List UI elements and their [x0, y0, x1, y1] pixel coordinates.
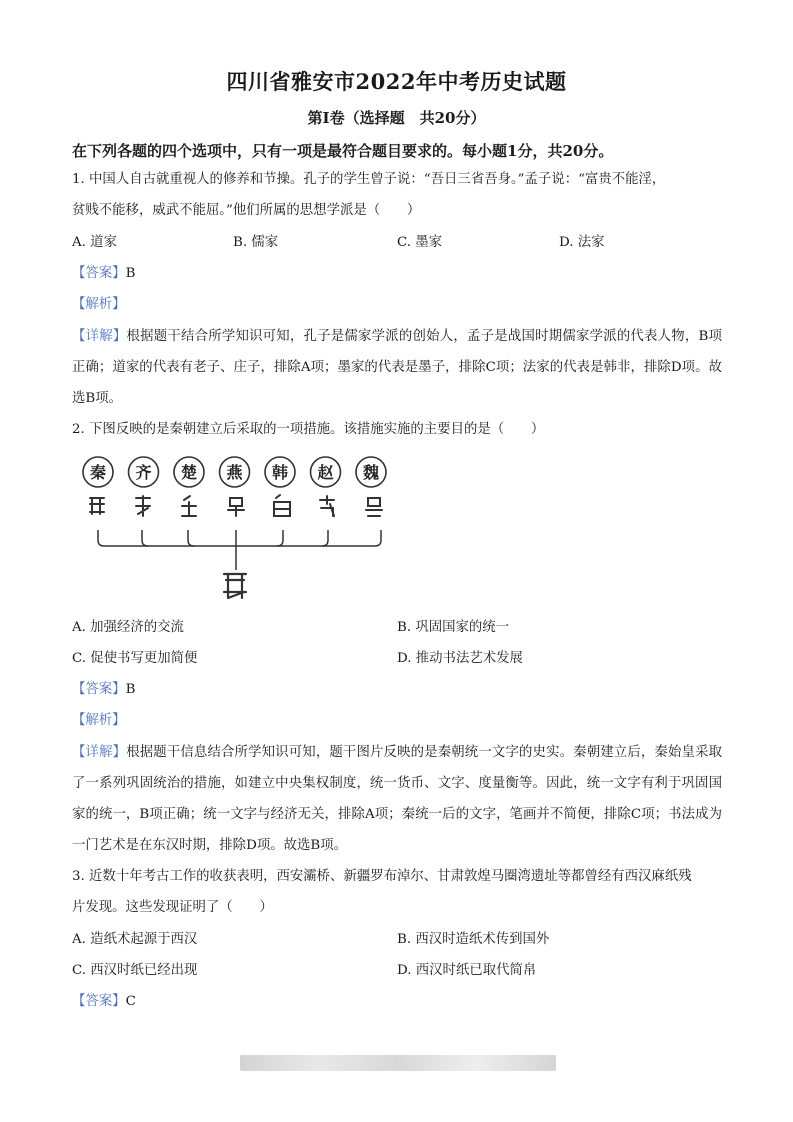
state-label: 魏	[362, 463, 380, 482]
q2-stem: 2. 下图反映的是秦朝建立后采取的一项措施。该措施实施的主要目的是（ ）	[72, 422, 545, 437]
answer-value: C	[125, 994, 136, 1009]
detail-text: 根据题干信息结合所学知识可知，题干图片反映的是秦朝统一文字的史实。秦朝建立后，秦始皇采取了一系列巩固统治的措施，如建立中央集权制度，统一货币、文字、度量衡等。因此，统一文字有利于巩固国家的统一，B项正确；统一文字与经济无关，排除A项；秦统一后的文字，笔画并不简便，排除C项；书法成为一门艺术是在东汉时期，排除D项。故选B项。	[72, 745, 723, 853]
state-label: 楚	[180, 463, 198, 482]
section-subtitle: 第Ⅰ卷（选择题 共20分）	[307, 109, 486, 127]
seal-glyph-yan	[228, 498, 244, 516]
bracket-line	[98, 530, 381, 546]
bracket-tick	[188, 530, 194, 546]
detail-tag: 【详解】	[72, 745, 127, 760]
q1-option-c: C. 墨家	[397, 235, 443, 250]
q2-analysis-tag: 【解析】	[72, 713, 126, 728]
q3-option-c: C. 西汉时纸已经出现	[72, 963, 198, 978]
script-unification-figure	[78, 452, 398, 607]
q2-answer	[72, 680, 135, 700]
q1-stem-line1: 1. 中国人自古就重视人的修养和节操。孔子的学生曾子说：“吾日三省吾身。”孟子说：“富贵不能淫，	[72, 172, 666, 187]
state-label: 秦	[89, 463, 107, 482]
q2-option-a: A. 加强经济的交流	[72, 620, 184, 635]
q2-option-c: C. 促使书写更加简便	[72, 651, 198, 666]
q2-detail	[72, 737, 722, 861]
bracket-tick	[322, 530, 328, 546]
seal-glyph-qi	[136, 496, 150, 516]
q2-option-b: B. 巩固国家的统一	[397, 620, 510, 635]
q1-option-d: D. 法家	[559, 235, 605, 250]
page-title: 四川省雅安市2022年中考历史试题	[226, 69, 567, 94]
bracket-tick	[142, 530, 148, 546]
q3-option-d: D. 西汉时纸已取代简帛	[397, 963, 537, 978]
state-label: 齐	[135, 463, 152, 482]
q1-option-b: B. 儒家	[233, 235, 279, 250]
q1-detail	[72, 321, 722, 414]
answer-tag: 【答案】	[72, 266, 126, 281]
state-label: 赵	[317, 463, 334, 482]
detail-tag: 【详解】	[72, 329, 127, 344]
answer-tag: 【答案】	[72, 994, 126, 1009]
q3-stem-line1: 3. 近数十年考古工作的收获表明，西安灞桥、新疆罗布淖尔、甘肃敦煌马圈湾遗址等都曾经有西汉麻纸残	[72, 869, 692, 884]
q3-option-b: B. 西汉时造纸术传到国外	[397, 932, 550, 947]
state-label: 韩	[271, 463, 289, 482]
seal-glyph-chu	[182, 496, 196, 516]
q2-option-d: D. 推动书法艺术发展	[397, 651, 523, 666]
instruction-text: 在下列各题的四个选项中，只有一项是最符合题目要求的。每小题1分，共20分。	[72, 142, 614, 160]
q3-answer	[72, 992, 136, 1012]
bracket-tick	[277, 530, 283, 546]
blurred-watermark	[240, 1055, 556, 1071]
q1-stem-line2: 贫贱不能移，威武不能屈。”他们所属的思想学派是（ ）	[72, 203, 421, 218]
seal-glyph-wei	[366, 498, 382, 516]
state-label: 燕	[226, 463, 243, 482]
q1-answer	[72, 264, 135, 284]
answer-tag: 【答案】	[72, 682, 126, 697]
unified-seal-glyph	[224, 574, 246, 598]
answer-value: B	[125, 266, 136, 281]
q3-stem-line2: 片发现。这些发现证明了（ ）	[72, 900, 273, 915]
seal-glyph-qin	[90, 498, 104, 514]
seal-glyph-han	[274, 495, 290, 516]
q1-option-a: A. 道家	[72, 235, 117, 250]
q3-option-a: A. 造纸术起源于西汉	[72, 932, 198, 947]
q1-analysis-tag: 【解析】	[72, 297, 126, 312]
answer-value: B	[125, 682, 136, 697]
detail-text: 根据题干结合所学知识可知，孔子是儒家学派的创始人，孟子是战国时期儒家学派的代表人物，B项正确；道家的代表有老子、庄子，排除A项；墨家的代表是墨子，排除C项；法家的代表是韩非，排除D项。故选B项。	[72, 329, 722, 406]
seal-glyph-zhao	[320, 496, 334, 516]
